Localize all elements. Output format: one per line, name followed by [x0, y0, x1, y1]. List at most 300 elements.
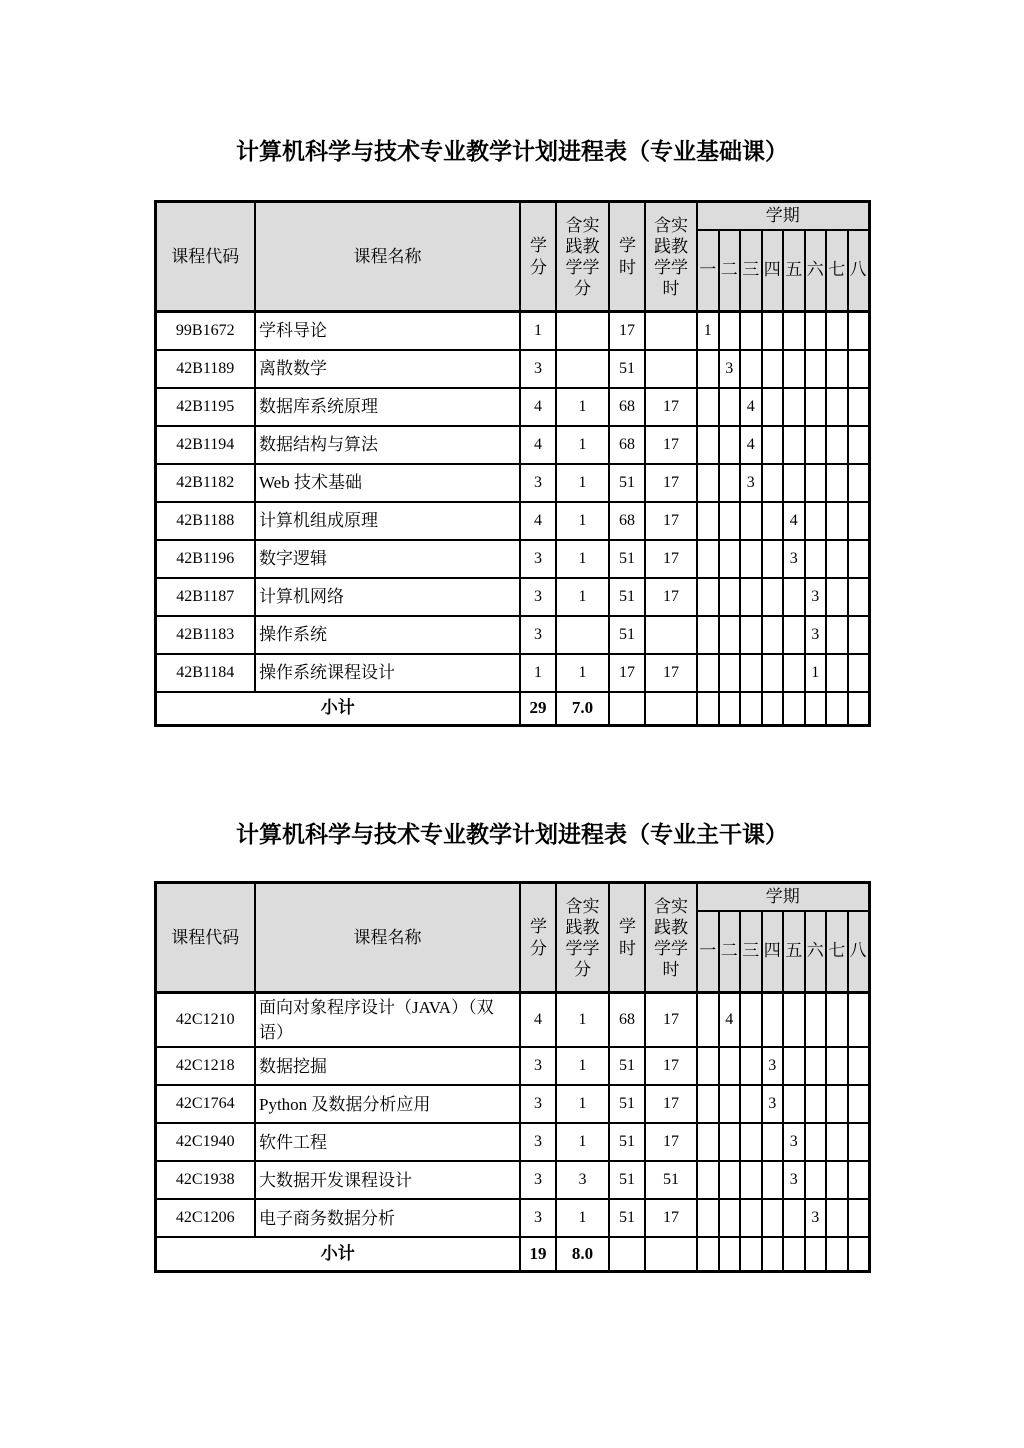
credits-cell: 3 — [520, 464, 556, 502]
credits-cell: 3 — [520, 350, 556, 388]
semester-1-cell — [697, 1123, 719, 1161]
semester-6-cell — [805, 312, 827, 350]
hours-cell: 51 — [609, 1199, 645, 1237]
course-row — [155, 654, 869, 692]
semester-1-cell — [697, 616, 719, 654]
practice-hours-cell: 17 — [645, 1085, 697, 1123]
course-row — [155, 993, 869, 1048]
credits-cell: 4 — [520, 993, 556, 1048]
semester-1-cell — [697, 578, 719, 616]
subtotal-semester-1 — [697, 692, 719, 726]
semester-8-cell — [848, 1123, 870, 1161]
teaching-plan-table — [154, 200, 871, 727]
table-title-basic-courses: 计算机科学与技术专业教学计划进程表（专业基础课） — [236, 139, 788, 164]
semester-4-cell — [762, 1199, 784, 1237]
credits-cell: 3 — [520, 1161, 556, 1199]
credits-header: 学分 — [520, 883, 556, 993]
subtotal-semester-5 — [783, 1237, 805, 1271]
hours-cell: 51 — [609, 464, 645, 502]
course-code-cell: 42C1938 — [155, 1161, 255, 1199]
semester-3-cell — [740, 1199, 762, 1237]
course-name-cell: 学科导论 — [255, 312, 520, 350]
practice-credits-cell: 1 — [556, 502, 609, 540]
semester-2-header: 二 — [719, 230, 741, 312]
semester-4-cell — [762, 464, 784, 502]
practice-hours-cell: 17 — [645, 464, 697, 502]
semester-5-cell — [783, 426, 805, 464]
practice-credits-cell: 1 — [556, 1085, 609, 1123]
course-name-cell: Python 及数据分析应用 — [255, 1085, 520, 1123]
hours-cell: 17 — [609, 312, 645, 350]
credits-header: 学分 — [520, 202, 556, 312]
semester-3-cell — [740, 1047, 762, 1085]
semester-2-cell — [719, 426, 741, 464]
semester-4-cell — [762, 312, 784, 350]
practice-credits-cell: 1 — [556, 540, 609, 578]
semester-5-cell — [783, 312, 805, 350]
practice-hours-cell — [645, 350, 697, 388]
course-code-header: 课程代码 — [155, 883, 255, 993]
subtotal-semester-3 — [740, 1237, 762, 1271]
semester-8-cell — [848, 350, 870, 388]
subtotal-semester-7 — [826, 692, 848, 726]
subtotal-semester-3 — [740, 692, 762, 726]
semester-7-cell — [826, 502, 848, 540]
course-row — [155, 350, 869, 388]
semester-1-cell — [697, 654, 719, 692]
subtotal-label: 小计 — [155, 692, 520, 726]
practice-credits-cell: 1 — [556, 464, 609, 502]
hours-cell: 51 — [609, 578, 645, 616]
semester-3-cell: 3 — [740, 464, 762, 502]
course-row — [155, 388, 869, 426]
semester-4-cell — [762, 616, 784, 654]
practice-hours-cell: 51 — [645, 1161, 697, 1199]
practice-credits-cell: 1 — [556, 993, 609, 1048]
semester-7-cell — [826, 1123, 848, 1161]
course-name-cell: Web 技术基础 — [255, 464, 520, 502]
semester-7-cell — [826, 426, 848, 464]
semester-3-cell — [740, 540, 762, 578]
course-row — [155, 1161, 869, 1199]
semester-5-cell — [783, 993, 805, 1048]
semester-4-header: 四 — [762, 911, 784, 993]
credits-cell: 4 — [520, 426, 556, 464]
semester-8-cell — [848, 426, 870, 464]
semester-2-cell — [719, 578, 741, 616]
subtotal-credits: 29 — [520, 692, 556, 726]
subtotal-semester-6 — [805, 692, 827, 726]
practice-hours-cell — [645, 616, 697, 654]
semester-8-header: 八 — [848, 230, 870, 312]
semester-5-cell — [783, 654, 805, 692]
semester-8-cell — [848, 1047, 870, 1085]
subtotal-hours — [609, 1237, 645, 1271]
course-name-cell: 操作系统 — [255, 616, 520, 654]
course-code-cell: 42C1940 — [155, 1123, 255, 1161]
credits-cell: 3 — [520, 616, 556, 654]
semester-7-cell — [826, 540, 848, 578]
semester-1-cell — [697, 1085, 719, 1123]
subtotal-semester-4 — [762, 692, 784, 726]
semester-3-cell — [740, 1085, 762, 1123]
course-code-cell: 42B1189 — [155, 350, 255, 388]
semester-1-cell — [697, 502, 719, 540]
teaching-plan-table — [154, 881, 871, 1273]
course-code-cell: 42B1196 — [155, 540, 255, 578]
semester-5-cell — [783, 388, 805, 426]
subtotal-semester-4 — [762, 1237, 784, 1271]
semester-8-cell — [848, 502, 870, 540]
course-row — [155, 1047, 869, 1085]
semester-8-cell — [848, 1161, 870, 1199]
semester-8-cell — [848, 616, 870, 654]
hours-cell: 51 — [609, 350, 645, 388]
hours-cell: 51 — [609, 1085, 645, 1123]
subtotal-semester-1 — [697, 1237, 719, 1271]
semester-8-cell — [848, 1199, 870, 1237]
subtotal-hours — [609, 692, 645, 726]
semester-5-header: 五 — [783, 911, 805, 993]
semester-8-cell — [848, 654, 870, 692]
semester-5-cell — [783, 1047, 805, 1085]
practice-credits-cell — [556, 616, 609, 654]
course-code-cell: 42C1764 — [155, 1085, 255, 1123]
semester-2-cell — [719, 502, 741, 540]
semester-3-cell — [740, 654, 762, 692]
hours-cell: 51 — [609, 540, 645, 578]
semester-1-header: 一 — [697, 230, 719, 312]
practice-hours-cell — [645, 312, 697, 350]
practice-credits-cell — [556, 350, 609, 388]
practice-hours-header: 含实践教学学时 — [645, 202, 697, 312]
credits-cell: 3 — [520, 540, 556, 578]
semester-1-cell — [697, 1047, 719, 1085]
semester-7-cell — [826, 993, 848, 1048]
semester-2-cell — [719, 616, 741, 654]
semester-7-cell — [826, 616, 848, 654]
semester-8-cell — [848, 464, 870, 502]
semester-2-header: 二 — [719, 911, 741, 993]
practice-hours-cell: 17 — [645, 1047, 697, 1085]
subtotal-semester-6 — [805, 1237, 827, 1271]
course-row — [155, 502, 869, 540]
practice-credits-cell: 1 — [556, 1199, 609, 1237]
hours-cell: 68 — [609, 993, 645, 1048]
course-row — [155, 312, 869, 350]
semester-8-cell — [848, 388, 870, 426]
semester-1-cell — [697, 1161, 719, 1199]
course-row — [155, 464, 869, 502]
semester-2-cell — [719, 540, 741, 578]
semester-8-header: 八 — [848, 911, 870, 993]
semester-3-cell — [740, 502, 762, 540]
subtotal-row — [155, 692, 869, 726]
course-name-cell: 计算机组成原理 — [255, 502, 520, 540]
course-row — [155, 1085, 869, 1123]
credits-cell: 1 — [520, 312, 556, 350]
course-name-cell: 操作系统课程设计 — [255, 654, 520, 692]
course-name-header: 课程名称 — [255, 202, 520, 312]
practice-credits-header: 含实践教学学分 — [556, 202, 609, 312]
semester-7-cell — [826, 1161, 848, 1199]
course-name-cell: 电子商务数据分析 — [255, 1199, 520, 1237]
subtotal-row — [155, 1237, 869, 1271]
course-row — [155, 1123, 869, 1161]
course-code-cell: 99B1672 — [155, 312, 255, 350]
semester-8-cell — [848, 540, 870, 578]
semester-2-cell — [719, 1047, 741, 1085]
semester-3-cell: 4 — [740, 388, 762, 426]
semester-2-cell — [719, 1085, 741, 1123]
semester-3-cell — [740, 350, 762, 388]
course-code-cell: 42B1187 — [155, 578, 255, 616]
credits-cell: 4 — [520, 502, 556, 540]
subtotal-semester-5 — [783, 692, 805, 726]
semester-6-cell — [805, 1047, 827, 1085]
curriculum-table-core-courses — [0, 881, 1024, 1273]
subtotal-credits: 19 — [520, 1237, 556, 1271]
subtotal-semester-8 — [848, 1237, 870, 1271]
semester-group-header: 学期 — [697, 883, 869, 911]
hours-cell: 17 — [609, 654, 645, 692]
semester-6-header: 六 — [805, 230, 827, 312]
practice-credits-cell: 1 — [556, 578, 609, 616]
semester-5-cell: 4 — [783, 502, 805, 540]
semester-7-cell — [826, 350, 848, 388]
credits-cell: 3 — [520, 578, 556, 616]
course-code-cell: 42B1188 — [155, 502, 255, 540]
practice-hours-cell: 17 — [645, 578, 697, 616]
semester-4-cell — [762, 993, 784, 1048]
semester-6-cell: 3 — [805, 616, 827, 654]
table-title-core-courses: 计算机科学与技术专业教学计划进程表（专业主干课） — [236, 822, 788, 847]
semester-7-cell — [826, 1199, 848, 1237]
credits-cell: 3 — [520, 1123, 556, 1161]
semester-group-header: 学期 — [697, 202, 869, 230]
semester-4-cell: 3 — [762, 1085, 784, 1123]
course-row — [155, 540, 869, 578]
semester-7-cell — [826, 1085, 848, 1123]
practice-hours-cell: 17 — [645, 993, 697, 1048]
practice-hours-cell: 17 — [645, 502, 697, 540]
course-name-cell: 数据库系统原理 — [255, 388, 520, 426]
semester-4-cell — [762, 654, 784, 692]
practice-credits-cell: 1 — [556, 1123, 609, 1161]
semester-1-cell — [697, 350, 719, 388]
semester-5-cell — [783, 578, 805, 616]
semester-8-cell — [848, 578, 870, 616]
semester-6-cell: 3 — [805, 578, 827, 616]
semester-4-cell — [762, 350, 784, 388]
hours-header: 学时 — [609, 202, 645, 312]
practice-hours-cell: 17 — [645, 1123, 697, 1161]
semester-6-cell — [805, 993, 827, 1048]
semester-3-cell — [740, 312, 762, 350]
semester-2-cell: 4 — [719, 993, 741, 1048]
semester-4-cell — [762, 388, 784, 426]
semester-3-header: 三 — [740, 230, 762, 312]
practice-hours-cell: 17 — [645, 540, 697, 578]
semester-4-cell — [762, 1123, 784, 1161]
semester-3-cell — [740, 616, 762, 654]
semester-4-cell — [762, 578, 784, 616]
semester-6-cell — [805, 1085, 827, 1123]
hours-cell: 68 — [609, 502, 645, 540]
course-code-cell: 42C1206 — [155, 1199, 255, 1237]
course-code-cell: 42B1194 — [155, 426, 255, 464]
credits-cell: 3 — [520, 1199, 556, 1237]
semester-1-cell — [697, 464, 719, 502]
semester-4-cell — [762, 502, 784, 540]
semester-7-cell — [826, 1047, 848, 1085]
subtotal-practice-credits: 7.0 — [556, 692, 609, 726]
semester-5-cell: 3 — [783, 540, 805, 578]
practice-credits-cell: 3 — [556, 1161, 609, 1199]
semester-3-header: 三 — [740, 911, 762, 993]
semester-5-cell — [783, 350, 805, 388]
course-code-cell: 42C1218 — [155, 1047, 255, 1085]
practice-hours-cell: 17 — [645, 426, 697, 464]
course-row — [155, 1199, 869, 1237]
course-name-cell: 软件工程 — [255, 1123, 520, 1161]
semester-8-cell — [848, 1085, 870, 1123]
subtotal-semester-2 — [719, 692, 741, 726]
course-code-header: 课程代码 — [155, 202, 255, 312]
semester-1-cell — [697, 388, 719, 426]
course-row — [155, 426, 869, 464]
course-name-header: 课程名称 — [255, 883, 520, 993]
semester-1-cell — [697, 540, 719, 578]
semester-5-header: 五 — [783, 230, 805, 312]
semester-8-cell — [848, 312, 870, 350]
semester-6-cell — [805, 388, 827, 426]
curriculum-table-basic-courses — [0, 200, 1024, 727]
semester-4-cell — [762, 1161, 784, 1199]
semester-2-cell — [719, 1161, 741, 1199]
semester-7-header: 七 — [826, 911, 848, 993]
course-code-cell: 42C1210 — [155, 993, 255, 1048]
semester-3-cell — [740, 1123, 762, 1161]
course-name-cell: 数据结构与算法 — [255, 426, 520, 464]
semester-6-cell — [805, 1161, 827, 1199]
semester-6-cell — [805, 502, 827, 540]
semester-7-cell — [826, 464, 848, 502]
semester-1-cell: 1 — [697, 312, 719, 350]
semester-6-cell — [805, 540, 827, 578]
practice-hours-cell: 17 — [645, 1199, 697, 1237]
semester-6-cell — [805, 464, 827, 502]
semester-6-header: 六 — [805, 911, 827, 993]
hours-cell: 51 — [609, 616, 645, 654]
semester-2-cell — [719, 464, 741, 502]
subtotal-label: 小计 — [155, 1237, 520, 1271]
practice-credits-cell: 1 — [556, 388, 609, 426]
semester-2-cell — [719, 312, 741, 350]
hours-cell: 68 — [609, 388, 645, 426]
practice-hours-cell: 17 — [645, 654, 697, 692]
semester-5-cell — [783, 1199, 805, 1237]
practice-credits-cell: 1 — [556, 1047, 609, 1085]
practice-credits-header: 含实践教学学分 — [556, 883, 609, 993]
semester-7-cell — [826, 312, 848, 350]
semester-8-cell — [848, 993, 870, 1048]
subtotal-practice-credits: 8.0 — [556, 1237, 609, 1271]
practice-hours-header: 含实践教学学时 — [645, 883, 697, 993]
semester-7-header: 七 — [826, 230, 848, 312]
course-name-cell: 计算机网络 — [255, 578, 520, 616]
hours-cell: 51 — [609, 1161, 645, 1199]
subtotal-semester-2 — [719, 1237, 741, 1271]
semester-5-cell — [783, 464, 805, 502]
semester-4-cell — [762, 426, 784, 464]
hours-header: 学时 — [609, 883, 645, 993]
semester-5-cell: 3 — [783, 1161, 805, 1199]
subtotal-practice-hours — [645, 692, 697, 726]
practice-credits-cell: 1 — [556, 426, 609, 464]
practice-hours-cell: 17 — [645, 388, 697, 426]
subtotal-practice-hours — [645, 1237, 697, 1271]
semester-1-header: 一 — [697, 911, 719, 993]
semester-3-cell: 4 — [740, 426, 762, 464]
semester-1-cell — [697, 1199, 719, 1237]
course-name-cell: 数据挖掘 — [255, 1047, 520, 1085]
semester-3-cell — [740, 1161, 762, 1199]
credits-cell: 1 — [520, 654, 556, 692]
semester-7-cell — [826, 578, 848, 616]
semester-1-cell — [697, 426, 719, 464]
course-code-cell: 42B1182 — [155, 464, 255, 502]
semester-7-cell — [826, 388, 848, 426]
subtotal-semester-8 — [848, 692, 870, 726]
course-name-cell: 数字逻辑 — [255, 540, 520, 578]
course-code-cell: 42B1195 — [155, 388, 255, 426]
course-name-cell: 大数据开发课程设计 — [255, 1161, 520, 1199]
semester-4-cell: 3 — [762, 1047, 784, 1085]
semester-5-cell — [783, 1085, 805, 1123]
semester-2-cell: 3 — [719, 350, 741, 388]
semester-4-cell — [762, 540, 784, 578]
course-name-cell: 面向对象程序设计（JAVA）（双语） — [255, 993, 520, 1048]
hours-cell: 51 — [609, 1047, 645, 1085]
practice-credits-cell: 1 — [556, 654, 609, 692]
semester-2-cell — [719, 1199, 741, 1237]
credits-cell: 3 — [520, 1047, 556, 1085]
hours-cell: 51 — [609, 1123, 645, 1161]
course-name-cell: 离散数学 — [255, 350, 520, 388]
course-row — [155, 616, 869, 654]
semester-4-header: 四 — [762, 230, 784, 312]
semester-6-cell — [805, 426, 827, 464]
semester-6-cell — [805, 1123, 827, 1161]
semester-3-cell — [740, 578, 762, 616]
credits-cell: 3 — [520, 1085, 556, 1123]
course-row — [155, 578, 869, 616]
semester-5-cell: 3 — [783, 1123, 805, 1161]
semester-2-cell — [719, 388, 741, 426]
semester-1-cell — [697, 993, 719, 1048]
credits-cell: 4 — [520, 388, 556, 426]
course-code-cell: 42B1184 — [155, 654, 255, 692]
semester-6-cell — [805, 350, 827, 388]
practice-credits-cell — [556, 312, 609, 350]
semester-6-cell: 3 — [805, 1199, 827, 1237]
subtotal-semester-7 — [826, 1237, 848, 1271]
semester-2-cell — [719, 654, 741, 692]
semester-3-cell — [740, 993, 762, 1048]
semester-6-cell: 1 — [805, 654, 827, 692]
semester-5-cell — [783, 616, 805, 654]
